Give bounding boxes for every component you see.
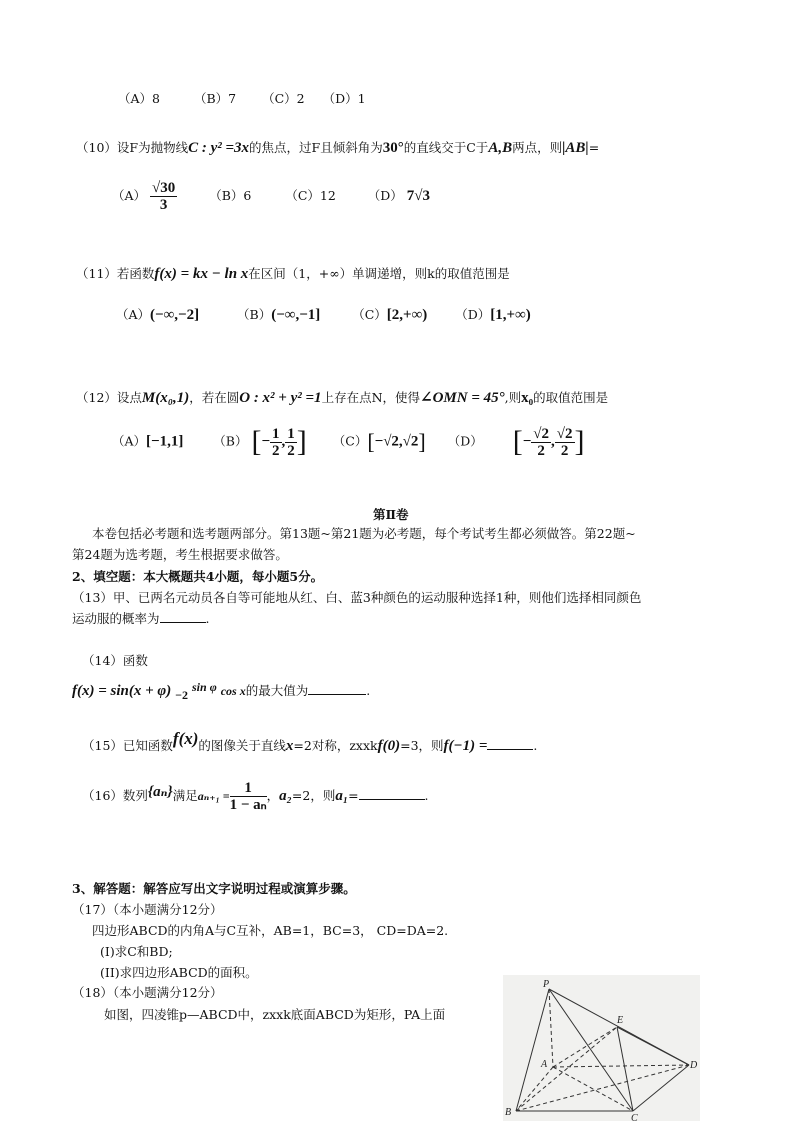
q15-stem: [82, 729, 537, 755]
q11-prefix: （11）若函数: [76, 266, 155, 281]
q11-option-c-label: （C）: [352, 307, 387, 322]
part2-intro-line1: 本卷包括必考题和选考题两部分。第13题~第21题为必考题，每个考试考生都必须做答。第22题~: [92, 526, 636, 541]
q14-label: （14）函数: [82, 653, 148, 668]
vertex-e-label: E: [617, 1015, 624, 1026]
q14-suffix: 的最大值为: [245, 683, 309, 698]
q12-option-b-frac2: [285, 426, 297, 459]
q10-option-d-label: （D）: [367, 188, 403, 203]
pyramid-diagram: [503, 975, 700, 1121]
q9-option-b: （B）7: [193, 91, 237, 106]
q16-a1: a₁: [335, 788, 349, 804]
q15-f0: f(0): [377, 738, 401, 754]
q10-mid: 的焦点，过F且倾斜角为: [249, 140, 383, 155]
q15-x: x: [285, 738, 294, 754]
q12-option-b-bracket-right: ]: [296, 425, 307, 458]
q11-function: f(x) = kx − ln x: [154, 266, 249, 282]
q11-options: [116, 305, 531, 324]
q12-option-a-label: （A）: [112, 433, 147, 449]
q11-option-a-label: （A）: [116, 307, 151, 322]
q12-option-d-bracket-right: ]: [574, 425, 585, 458]
q16-numerator: 1: [230, 780, 267, 797]
q16-stem: [82, 780, 429, 813]
q16-end: .: [424, 788, 429, 803]
q12-option-a-value: [−1,1]: [146, 433, 184, 450]
q17-body: 四边形ABCD的内角A与C互补，AB=1，BC=3， CD=DA=2.: [92, 923, 449, 938]
q15-prefix: （15）已知函数: [82, 738, 173, 753]
q12-option-b-frac1: [270, 426, 282, 459]
q16-fraction: [230, 780, 267, 813]
q10-suffix: 两点，则: [512, 140, 563, 155]
q14-minus-two: −2: [175, 688, 189, 702]
q9-options: [118, 89, 366, 107]
q18-label: （18）（本小题满分12分）: [72, 985, 223, 1000]
q15-fx: f(x): [172, 729, 199, 748]
q9-option-c: （C）2: [262, 91, 305, 106]
q16-mid2: =2，则: [291, 788, 336, 803]
q12-option-d-den1: 2: [537, 442, 545, 459]
q16-denominator: 1 − aₙ: [229, 797, 267, 813]
q12-option-d-bracket-left: [: [512, 425, 523, 458]
q12-suffix: 的取值范围是: [533, 390, 609, 405]
q11-option-d-value: [1,+∞): [490, 307, 531, 323]
q13-text: 运动服的概率为: [72, 611, 160, 626]
q11-option-b-value: (−∞,−1]: [271, 307, 321, 323]
q10-angle: 30°: [382, 140, 404, 156]
q16-prefix: （16）数列: [82, 788, 148, 803]
part2-title: 第Ⅱ卷: [373, 507, 409, 522]
q10-option-b: （B）6: [209, 188, 252, 203]
q10-mid2: 的直线交于C于: [403, 140, 489, 155]
q15-answer-blank[interactable]: [487, 749, 533, 750]
q16-a2: a₂: [279, 788, 292, 804]
q12-mid2: 上存在点N，使得: [321, 390, 421, 405]
q12-point-m: M(x₀,1): [141, 390, 190, 406]
vertex-d-label: D: [690, 1060, 698, 1071]
q10-option-a-label: （A）: [112, 188, 147, 203]
q12-option-b-bracket-left: [: [251, 425, 262, 458]
q16-sequence: {aₙ}: [147, 784, 173, 800]
q12-option-d-num1: √2: [533, 425, 550, 442]
q10-eq: =: [588, 140, 600, 155]
q15-end: .: [533, 738, 538, 753]
q10-prefix: （10）设F为抛物线: [76, 140, 189, 155]
part2-intro-line2: 第24题为选考题，考生根据要求做答。: [72, 547, 288, 562]
q14-answer-blank[interactable]: [308, 694, 366, 695]
q12-mid: ，若在圆: [189, 390, 240, 405]
q10-ab: |AB|: [562, 140, 589, 156]
q12-option-d-num2: √2: [556, 425, 573, 442]
q12-option-b-num2: 1: [287, 425, 295, 442]
vertex-b-label: B: [505, 1107, 512, 1118]
q15-mid3: =3，则: [400, 738, 444, 753]
q18-pyramid-figure: [503, 975, 700, 1121]
q14-cos-x: cos x: [220, 684, 246, 698]
q12-angle: ∠OMN = 45°: [420, 390, 505, 406]
q11-option-c-value: [2,+∞): [386, 307, 428, 323]
q16-lhs: aₙ₊₁ =: [197, 789, 230, 803]
q13-line1: （13）甲、已两名元动员各自等可能地从红、白、蓝3种颜色的运动服种选择1种，则他们选择相同颜色: [72, 590, 642, 605]
q11-option-b-label: （B）: [237, 307, 272, 322]
q10-parabola: C : y² =3x: [188, 140, 250, 156]
q10-option-a-fraction: [150, 180, 177, 213]
q18-body: 如图，四凌锥p—ABCD中，zxxk底面ABCD为矩形，PA上面: [104, 1007, 446, 1022]
q12-mid3: ,则: [504, 390, 522, 405]
q16-mid: 满足: [172, 788, 198, 803]
q16-comma: ，: [266, 788, 280, 803]
q15-mid: 的图像关于直线: [198, 738, 286, 753]
vertex-p-label: P: [543, 979, 550, 990]
q11-option-d-label: （D）: [455, 307, 491, 322]
q11-suffix: 在区间（1，+∞）单调递增，则k的取值范围是: [248, 266, 510, 281]
q12-prefix: （12）设点: [76, 390, 142, 405]
q12-option-b-label: （B）: [213, 433, 248, 449]
q10-option-d-value: 7√3: [406, 188, 431, 204]
q17-part1: (I)求C和BD;: [100, 944, 173, 959]
q12-options: （A）[−1,1] （B） [− $\frac{1}{2}$ , $\frac{1}{2}$ ] （C）[−√2,√2] （D） [− $\frac{√2}{2}$ , $\frac{√2}{2}$ ]: [112, 425, 585, 459]
q14-function: f(x) = sin(x + φ): [72, 683, 172, 699]
q12-option-b-num1: 1: [272, 425, 280, 442]
q12-circle: O : x² + y² =1: [239, 390, 322, 406]
q12-option-d-label: （D）: [447, 433, 483, 449]
q13-line2: [72, 609, 210, 627]
section3-heading: 3、解答题：解答应写出文字说明过程或演算步骤。: [72, 881, 356, 896]
q12-option-c-value: −√2,√2: [374, 433, 419, 450]
q10-points: A,B: [488, 140, 513, 156]
q12-option-d-frac2: [555, 426, 575, 459]
q12-option-c-label: （C）: [332, 433, 368, 449]
q15-mid2: =2对称，zxxk: [293, 738, 378, 753]
q13-end: .: [205, 611, 210, 626]
q17-label: （17）（本小题满分12分）: [72, 902, 223, 917]
q12-option-b-den2: 2: [287, 442, 295, 459]
q12-variable: x₀: [521, 390, 534, 406]
q10-option-c: （C）12: [285, 188, 336, 203]
q11-option-a-value: (−∞,−2]: [150, 307, 200, 323]
section2-heading: 2、填空题：本大概题共4小题，每小题5分。: [72, 569, 324, 584]
q12-option-d-frac1: [531, 426, 551, 459]
q14-formula-line: [72, 680, 370, 703]
q16-eq: =: [348, 788, 359, 803]
q10-option-a-denominator: 3: [159, 197, 168, 213]
q12-stem: [76, 388, 608, 407]
q10-option-a-numerator: √30: [152, 180, 176, 196]
q9-option-a: （A）8: [118, 91, 160, 106]
vertex-c-label: C: [631, 1113, 638, 1121]
q10-stem: [76, 138, 599, 157]
q14-sin-phi: sin φ: [192, 680, 217, 694]
q13-answer-blank[interactable]: [160, 622, 206, 623]
q9-option-d: （D）1: [322, 91, 366, 106]
q14-end: .: [366, 683, 371, 698]
q10-options: [112, 180, 430, 213]
vertex-a-label: A: [541, 1059, 548, 1070]
q15-f-minus-1: f(−1) =: [443, 738, 488, 754]
q12-option-d-den2: 2: [560, 442, 569, 459]
q16-answer-blank[interactable]: [359, 799, 425, 800]
q17-part2: (II)求四边形ABCD的面积。: [100, 965, 258, 980]
q12-option-b-den1: 2: [272, 442, 280, 459]
q11-stem: [76, 264, 510, 283]
